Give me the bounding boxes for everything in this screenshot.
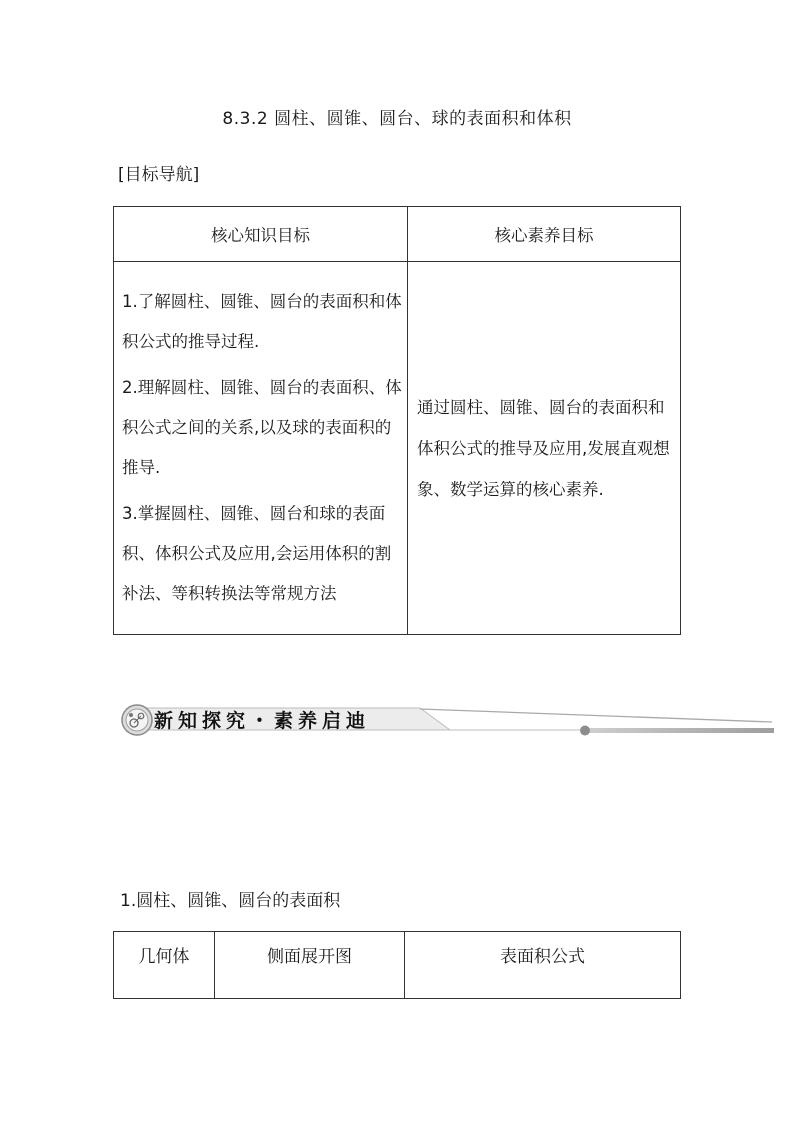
knowledge-item: 1.了解圆柱、圆锥、圆台的表面积和体积公式的推导过程. [122, 292, 402, 351]
solid-header: 几何体 [114, 932, 215, 999]
section-banner-title: 新知探究・素养启迪 [154, 710, 371, 732]
literacy-goals-cell: 通过圆柱、圆锥、圆台的表面积和体积公式的推导及应用,发展直观想象、数学运算的核心素养. [408, 262, 681, 635]
knowledge-goal-header: 核心知识目标 [114, 207, 408, 262]
science-emblem-icon [122, 705, 152, 735]
page-title: 8.3.2 圆柱、圆锥、圆台、球的表面积和体积 [222, 109, 572, 129]
knowledge-item: 2.理解圆柱、圆锥、圆台的表面积、体积公式之间的关系,以及球的表面积的推导. [122, 378, 402, 477]
goal-navigation-label: [目标导航] [118, 165, 200, 185]
section-banner [120, 700, 780, 744]
objectives-header-row [114, 207, 681, 262]
objectives-table [113, 206, 681, 635]
formula-header: 表面积公式 [405, 932, 681, 999]
knowledge-goals-cell [114, 262, 408, 635]
surface-area-header-row [114, 932, 681, 999]
objectives-body-row [114, 262, 681, 635]
net-diagram-header: 侧面展开图 [215, 932, 405, 999]
knowledge-item: 3.掌握圆柱、圆锥、圆台和球的表面积、体积公式及应用,会运用体积的割补法、等积转换法等常规方法 [122, 504, 392, 603]
surface-area-table [113, 931, 681, 999]
subsection-title: 1.圆柱、圆锥、圆台的表面积 [120, 891, 341, 911]
literacy-goal-header: 核心素养目标 [408, 207, 681, 262]
